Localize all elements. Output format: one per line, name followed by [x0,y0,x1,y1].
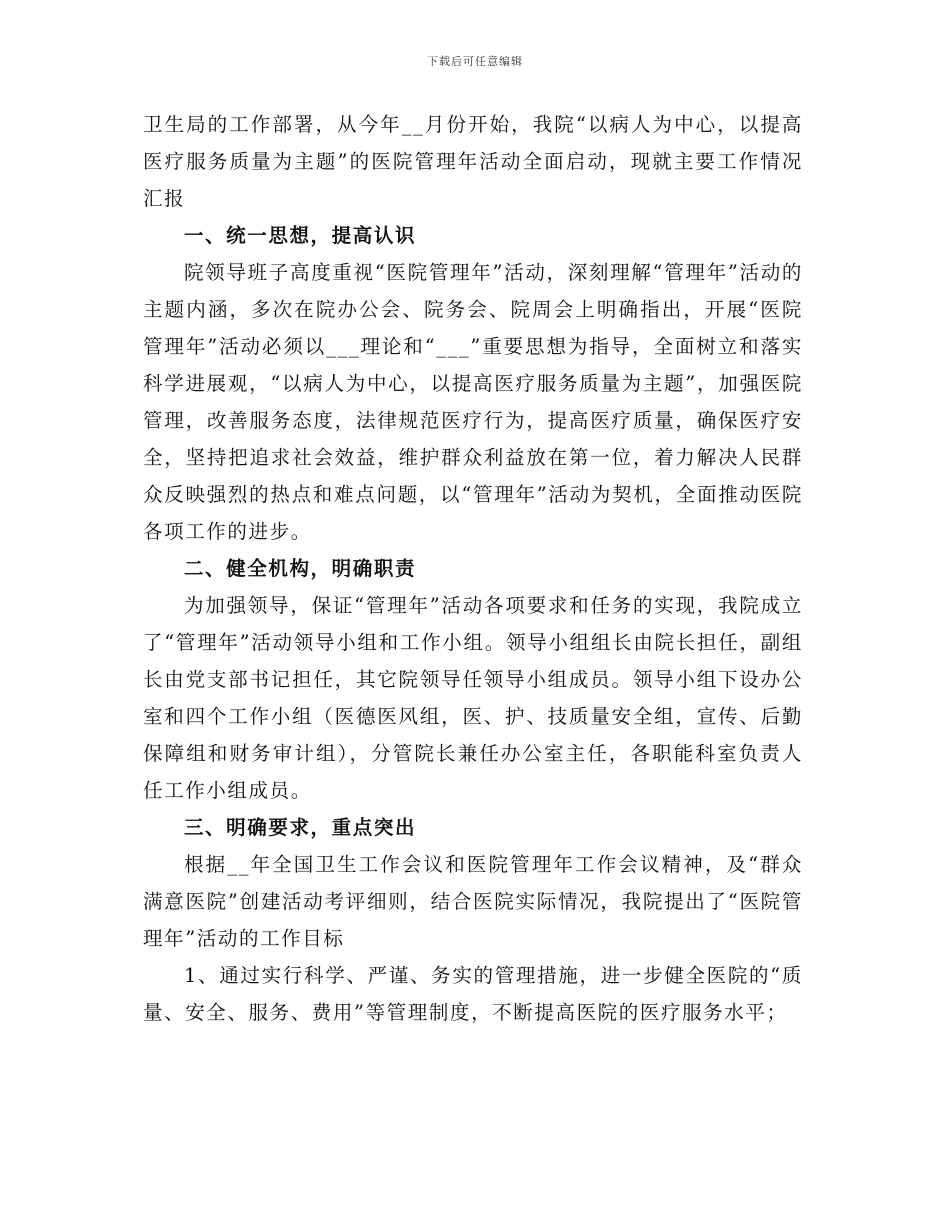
document-body [143,106,803,1031]
paragraph-section-2: 为加强领导，保证“管理年”活动各项要求和任务的实现，我院成立了“管理年”活动领导小组和工作小组。领导小组组长由院长担任，副组长由党支部书记担任，其它院领导任领导小组成员。领导小组下设办公室和四个工作小组（医德医风组，医、护、技质量安全组，宣传、后勤保障组和财务审计组），分管院长兼任办公室主任，各职能科室负责人任工作小组成员。 [143,594,803,802]
paragraph-section-1: 院领导班子高度重视“医院管理年”活动，深刻理解“管理年”活动的主题内涵，多次在院办公会、院务会、院周会上明确指出，开展“医院管理年”活动必须以___理论和“___”重要思想为指导，全面树立和落实科学进展观，“以病人为中心，以提高医疗服务质量为主题”，加强医院管理，改善服务态度，法律规范医疗行为，提高医疗质量，确保医疗安全，坚持把追求社会效益，维护群众利益放在第一位，着力解决人民群众反映强烈的热点和难点问题，以“管理年”活动为契机，全面推动医院各项工作的进步。 [143,261,803,543]
section-heading-3: 三、明确要求，重点突出 [183,816,417,839]
section-heading-1: 一、统一思想，提高认识 [183,224,417,247]
paragraph-section-3: 根据__年全国卫生工作会议和医院管理年工作会议精神，及“群众满意医院”创建活动考评细则，结合医院实际情况，我院提出了“医院管理年”活动的工作目标 [143,853,803,950]
paragraph-item-1: 1、通过实行科学、严谨、务实的管理措施，进一步健全医院的“质量、安全、服务、费用”等管理制度，不断提高医院的医疗服务水平； [143,964,803,1024]
section-heading-2: 二、健全机构，明确职责 [183,557,417,580]
paragraph-intro: 卫生局的工作部署，从今年__月份开始，我院“以病人为中心，以提高医疗服务质量为主题”的医院管理年活动全面启动，现就主要工作情况汇报 [143,113,803,210]
page-header-note: 下载后可任意编辑 [427,55,523,68]
